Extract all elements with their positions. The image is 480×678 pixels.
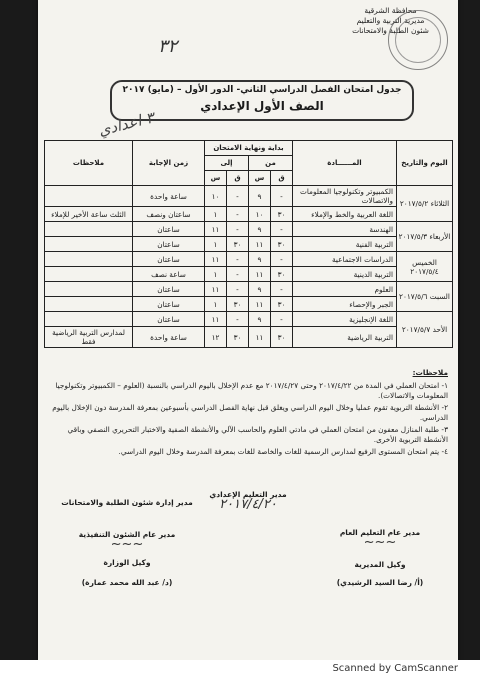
- to-hour-cell: ١: [205, 267, 227, 282]
- signature-left: [42, 498, 212, 588]
- table-row: [45, 267, 453, 282]
- note-item: ٣- طلبة المنازل معفون من امتحان العملي في مادتي العلوم والحاسب الآلي والأنشطة الصفية والاختبار التحريري النصفي وباقي الأنشطة التربوية الأخرى.: [67, 424, 448, 444]
- duration-cell: ساعة واحدة: [133, 186, 205, 207]
- header-s: س: [205, 171, 227, 186]
- note-item: ١- امتحان العملي في المدة من ٢٠١٧/٤/٢٢ وحتى ٢٠١٧/٤/٢٧ مع عدم الإخلال باليوم الدراسي بالنسبة (العلوم – الكمبيوتر وتكنولوجيا المعلومات والاتصالات).: [55, 380, 448, 400]
- to-hour-cell: ١: [205, 207, 227, 222]
- from-minute-cell: ٣٠: [271, 267, 293, 282]
- table-row: [45, 252, 453, 267]
- subject-cell: الجبر والإحصاء: [293, 297, 397, 312]
- handwritten-note: ٣ اعدادي: [96, 108, 156, 140]
- from-minute-cell: -: [271, 282, 293, 297]
- from-minute-cell: -: [271, 222, 293, 237]
- signature-subtitle: وكيل المديرية: [354, 560, 406, 569]
- duration-cell: ساعتان ونصف: [133, 207, 205, 222]
- notes-cell: [45, 222, 133, 237]
- notes-cell: [45, 297, 133, 312]
- subject-cell: اللغة الإنجليزية: [293, 312, 397, 327]
- exam-title: جدول امتحان الفصل الدراسي الثاني- الدور الأول – (مايو) ٢٠١٧: [122, 85, 402, 95]
- subject-cell: العلوم: [293, 282, 397, 297]
- subject-cell: الكمبيوتر وتكنولوجيا المعلومات والاتصالات: [293, 186, 397, 207]
- signature-scribble: ~~~: [110, 537, 144, 552]
- subject-cell: اللغة العربية والخط والإملاء: [293, 207, 397, 222]
- table-row: [45, 327, 453, 348]
- from-hour-cell: ٩: [249, 312, 271, 327]
- to-minute-cell: -: [227, 282, 249, 297]
- header-day: اليوم والتاريخ: [397, 141, 453, 186]
- notes-cell: [45, 267, 133, 282]
- from-hour-cell: ١١: [249, 237, 271, 252]
- signature-title: مدير إدارة شئون الطلبة والامتحانات: [61, 498, 193, 507]
- subject-cell: الدراسات الاجتماعية: [293, 252, 397, 267]
- day-cell: الأربعاء ٢٠١٧/٥/٣: [397, 222, 453, 252]
- day-cell: السبت ٢٠١٧/٥/٦: [397, 282, 453, 312]
- from-hour-cell: ٩: [249, 252, 271, 267]
- from-hour-cell: ٩: [249, 186, 271, 207]
- notes-cell: [45, 186, 133, 207]
- subject-cell: التربية الدينية: [293, 267, 397, 282]
- table-row: [45, 207, 453, 222]
- org-line: مديرية التربية والتعليم: [356, 16, 425, 25]
- from-hour-cell: ١٠: [249, 207, 271, 222]
- notes-cell: [45, 312, 133, 327]
- duration-cell: ساعتان: [133, 282, 205, 297]
- duration-cell: ساعتان: [133, 297, 205, 312]
- duration-cell: ساعة نصف: [133, 267, 205, 282]
- header-q: ق: [227, 171, 249, 186]
- duration-cell: ساعتان: [133, 252, 205, 267]
- scanner-footer: Scanned by CamScanner: [0, 660, 480, 678]
- to-minute-cell: -: [227, 186, 249, 207]
- signature-date: ٢٠١٧/٤/٢٠: [219, 497, 277, 512]
- title-box: [110, 80, 414, 121]
- exam-schedule-table: [44, 140, 453, 348]
- grade-title: الصف الأول الإعدادي: [200, 99, 324, 113]
- notes-cell: لمدارس التربية الرياضية فقط: [45, 327, 133, 348]
- notes-section: [48, 368, 448, 458]
- to-hour-cell: ١١: [205, 282, 227, 297]
- to-hour-cell: ١٠: [205, 186, 227, 207]
- org-line: محافظة الشرقية: [364, 6, 417, 15]
- header-time-group: بداية ونهاية الامتحان: [205, 141, 293, 156]
- signature-title: مدير عام التعليم العام: [339, 528, 421, 537]
- ministry-stamp-icon: [388, 10, 448, 70]
- header-q: ق: [271, 171, 293, 186]
- page-number: ٣٢: [158, 36, 178, 57]
- note-item: ٢- الأنشطة التربوية تقوم عمليا وخلال اليوم الدراسي ويغلق قبل نهاية الفصل الدراسي بأسبوعين بمعرفة المدرسة دون الإخلال باليوم الدراسي.: [52, 402, 448, 422]
- subject-cell: التربية الرياضية: [293, 327, 397, 348]
- to-hour-cell: ١: [205, 237, 227, 252]
- from-hour-cell: ١١: [249, 327, 271, 348]
- subject-cell: الهندسة: [293, 222, 397, 237]
- to-minute-cell: -: [227, 252, 249, 267]
- header-notes: ملاحظات: [45, 141, 133, 186]
- header-s: س: [249, 171, 271, 186]
- day-cell: الخميس ٢٠١٧/٥/٤: [397, 252, 453, 282]
- table-row: [45, 237, 453, 252]
- scanned-document: [38, 0, 458, 660]
- to-hour-cell: ١١: [205, 222, 227, 237]
- signature-title: مدير عام الشئون التنفيذية: [78, 530, 176, 539]
- notes-cell: [45, 282, 133, 297]
- to-hour-cell: ١: [205, 297, 227, 312]
- signature-right: [310, 528, 450, 588]
- to-minute-cell: -: [227, 267, 249, 282]
- header-to: إلى: [205, 156, 249, 171]
- from-minute-cell: ٣٠: [271, 237, 293, 252]
- to-minute-cell: -: [227, 312, 249, 327]
- note-item: ٤- يتم امتحان المستوى الرفيع لمدارس الرسمية للغات والخاصة للغات بمعرفة المدرسة وخلال اليوم الدراسي.: [118, 446, 448, 456]
- signature-name: (أ/ رضا السيد الرشيدي): [336, 578, 424, 587]
- table-row: [45, 297, 453, 312]
- signature-scribble: ~~~: [363, 535, 397, 550]
- from-hour-cell: ٩: [249, 222, 271, 237]
- signature-title: مدير التعليم الإعدادي: [209, 490, 287, 499]
- to-hour-cell: ١٢: [205, 327, 227, 348]
- to-minute-cell: ٣٠: [227, 297, 249, 312]
- from-hour-cell: ١١: [249, 297, 271, 312]
- org-line: شئون الطلبة والامتحانات: [352, 26, 429, 35]
- to-hour-cell: ١١: [205, 252, 227, 267]
- header-from: من: [249, 156, 293, 171]
- to-minute-cell: ٣٠: [227, 237, 249, 252]
- notes-cell: [45, 237, 133, 252]
- to-minute-cell: ٣٠: [227, 327, 249, 348]
- header-duration: زمن الإجابة: [133, 141, 205, 186]
- duration-cell: ساعتان: [133, 312, 205, 327]
- from-minute-cell: -: [271, 186, 293, 207]
- signature-subtitle: وكيل الوزارة: [103, 558, 151, 567]
- day-cell: الثلاثاء ٢٠١٧/٥/٢: [397, 186, 453, 222]
- notes-cell: [45, 252, 133, 267]
- notes-title: ملاحظات:: [412, 368, 448, 377]
- from-minute-cell: ٣٠: [271, 327, 293, 348]
- day-cell: الأحد ٢٠١٧/٥/٧: [397, 312, 453, 348]
- table-row: [45, 186, 453, 207]
- table-row: [45, 222, 453, 237]
- notes-cell: الثلث ساعة الأخير للإملاء: [45, 207, 133, 222]
- signature-name: (د/ عبد الله محمد عمارة): [81, 578, 173, 587]
- duration-cell: ساعة واحدة: [133, 327, 205, 348]
- duration-cell: ساعتان: [133, 222, 205, 237]
- from-minute-cell: ٣٠: [271, 207, 293, 222]
- subject-cell: التربية الفنية: [293, 237, 397, 252]
- from-minute-cell: -: [271, 312, 293, 327]
- duration-cell: ساعتان: [133, 237, 205, 252]
- table-row: [45, 282, 453, 297]
- to-hour-cell: ١١: [205, 312, 227, 327]
- from-hour-cell: ١١: [249, 267, 271, 282]
- header-subject: المــــــادة: [293, 141, 397, 186]
- to-minute-cell: -: [227, 222, 249, 237]
- table-row: [45, 312, 453, 327]
- from-minute-cell: -: [271, 252, 293, 267]
- from-minute-cell: ٣٠: [271, 297, 293, 312]
- to-minute-cell: -: [227, 207, 249, 222]
- from-hour-cell: ٩: [249, 282, 271, 297]
